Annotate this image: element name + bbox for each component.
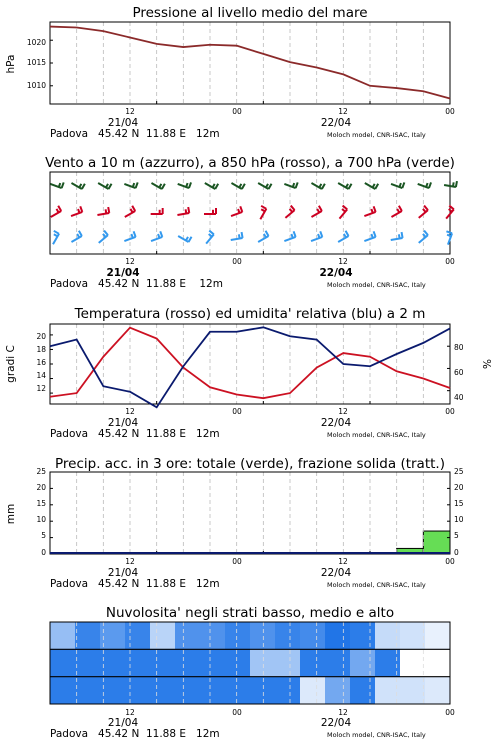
wind-barb-feather — [189, 237, 192, 242]
wind-barb-feather — [160, 231, 162, 237]
temperature-ytick: 20 — [36, 332, 46, 341]
wind-barb-feather — [399, 183, 400, 187]
wind-barb-feather — [186, 183, 187, 187]
wind-barb-feather — [133, 183, 134, 187]
wind-barb-feather — [290, 209, 293, 212]
wind-barb-feather — [239, 234, 240, 238]
wind-barb — [418, 182, 431, 188]
humidity-ylabel: % — [482, 359, 494, 369]
cloud-cell — [100, 622, 126, 649]
cloud-cell — [275, 622, 301, 649]
wind-barb-feather — [82, 184, 85, 189]
date-label: 21/04 — [106, 267, 140, 279]
x-tick-label: 00 — [445, 107, 455, 116]
precip-ytick-left: 10 — [36, 515, 46, 524]
cloud-cell — [75, 622, 101, 649]
date-label: 21/04 — [107, 417, 139, 429]
clouds-panel — [0, 600, 500, 750]
wind-barb-feather — [342, 209, 345, 212]
wind-barb — [205, 183, 218, 189]
location-label: Padova 45.42 N 11.88 E 12m — [50, 128, 220, 140]
wind-title: Vento a 10 m (azzurro), a 850 hPa (rosso), a 700 hPa (verde) — [45, 155, 455, 171]
date-label: 21/04 — [107, 567, 139, 579]
precip-panel — [0, 450, 500, 595]
date-label: 22/04 — [320, 417, 352, 429]
humidity-ytick: 60 — [454, 368, 464, 377]
wind-barb-feather — [77, 234, 79, 238]
wind-barb-feather — [344, 234, 346, 238]
x-tick-label: 12 — [125, 107, 135, 116]
x-tick-label: 12 — [125, 407, 135, 416]
wind-barb-feather — [402, 232, 403, 238]
wind-barb-feather — [423, 209, 426, 212]
cloud-cell — [75, 649, 101, 676]
cloud-cell — [425, 677, 451, 704]
cloud-cell — [400, 622, 426, 649]
temperature-plot — [0, 300, 500, 445]
temperature-ytick: 18 — [36, 345, 46, 354]
wind-barb-feather — [322, 184, 325, 189]
humidity-ytick: 40 — [454, 393, 464, 402]
wind-barb — [231, 183, 244, 189]
x-tick-label: 00 — [445, 557, 455, 566]
wind-barb-feather — [346, 231, 349, 236]
temperature-panel — [0, 300, 500, 445]
plot-frame — [50, 22, 450, 104]
cloud-cell — [425, 622, 451, 649]
plot-frame — [50, 172, 450, 254]
wind-barb-feather — [399, 234, 400, 238]
wind-barb-feather — [54, 234, 58, 236]
precip-ytick-right: 25 — [454, 467, 464, 476]
cloud-cell — [50, 677, 76, 704]
temperature-ytick: 14 — [36, 371, 46, 380]
x-tick-label: 00 — [232, 557, 242, 566]
cloud-cell — [200, 622, 226, 649]
wind-barb-feather — [426, 183, 427, 187]
wind-barb — [50, 182, 63, 188]
wind-barb-feather — [106, 184, 108, 188]
wind-barb — [124, 182, 137, 188]
wind-barb-feather — [240, 206, 242, 212]
cloud-cell — [400, 677, 426, 704]
x-tick-label: 00 — [232, 257, 242, 266]
wind-barb — [51, 206, 61, 217]
wind-barb-feather — [346, 184, 348, 188]
wind-barb-shaft — [97, 213, 109, 215]
wind-barb — [53, 231, 59, 244]
cloud-cell — [150, 649, 176, 676]
wind-barb-feather — [159, 184, 161, 188]
wind-barb-feather — [371, 234, 372, 238]
date-label: 21/04 — [107, 117, 139, 129]
wind-barb-feather — [371, 209, 372, 213]
cloud-cell — [225, 677, 251, 704]
wind-barb-feather — [162, 184, 165, 189]
pressure-ytick: 1010 — [26, 81, 46, 90]
pressure-panel — [0, 0, 500, 145]
wind-barb-feather — [261, 209, 265, 211]
cloud-cell — [300, 622, 326, 649]
precip-ytick-right: 20 — [454, 483, 464, 492]
date-label: 22/04 — [319, 267, 353, 279]
wind-barb-feather — [132, 206, 135, 211]
clouds-title: Nuvolosita' negli strati basso, medio e alto — [105, 605, 395, 621]
precip-bar — [423, 531, 450, 554]
wind-barb — [258, 183, 271, 189]
x-tick-label: 00 — [445, 407, 455, 416]
x-tick-label: 12 — [338, 708, 348, 717]
cloud-cell — [425, 649, 451, 676]
wind-barb-feather — [242, 184, 245, 189]
wind-barb — [98, 183, 111, 189]
wind-barb-feather — [373, 184, 375, 188]
wind-barb-feather — [453, 182, 454, 186]
x-tick-label: 00 — [232, 708, 242, 717]
wind-panel — [0, 150, 500, 295]
x-tick-label: 00 — [445, 257, 455, 266]
wind-barb-feather — [264, 234, 266, 238]
wind-barb-feather — [317, 209, 319, 213]
plot-frame — [50, 324, 450, 404]
cloud-cell — [125, 677, 151, 704]
wind-barb-feather — [186, 237, 188, 241]
wind-barb-feather — [449, 209, 452, 212]
cloud-cell — [175, 677, 201, 704]
temperature-ytick: 16 — [36, 358, 46, 367]
wind-barb-feather — [446, 231, 452, 233]
precip-ytick-right: 5 — [454, 531, 459, 540]
cloud-cell — [150, 677, 176, 704]
precip-ytick-right: 15 — [454, 499, 464, 508]
precip-ytick-right: 0 — [454, 548, 459, 557]
date-label: 22/04 — [320, 717, 352, 729]
precip-ytick-left: 5 — [41, 531, 46, 540]
cloud-cell — [250, 649, 276, 676]
cloud-cell — [325, 622, 351, 649]
wind-barb-feather — [399, 206, 402, 211]
precip-ytick-left: 20 — [36, 483, 46, 492]
cloud-cell — [200, 677, 226, 704]
wind-barb-feather — [320, 231, 322, 237]
x-tick-label: 12 — [125, 557, 135, 566]
wind-barb — [151, 183, 164, 189]
wind-barb-feather — [294, 231, 296, 237]
wind-barb-feather — [242, 232, 243, 238]
wind-barb-feather — [80, 206, 82, 212]
wind-barb-feather — [456, 181, 457, 187]
wind-plot — [0, 150, 500, 295]
cloud-cell — [300, 677, 326, 704]
wind-barb-shaft — [231, 238, 243, 240]
wind-barb-shaft — [391, 238, 403, 240]
plot-frame — [50, 472, 450, 554]
x-tick-label: 12 — [338, 407, 348, 416]
cloud-cell — [150, 622, 176, 649]
wind-barb-feather — [106, 209, 107, 213]
model-label: Moloch model, CNR-ISAC, Italy — [327, 581, 426, 589]
cloud-cell — [50, 622, 76, 649]
model-label: Moloch model, CNR-ISAC, Italy — [327, 131, 426, 139]
x-tick-label: 00 — [232, 407, 242, 416]
date-label: 21/04 — [107, 717, 139, 729]
wind-barb-feather — [78, 209, 79, 213]
pressure-title: Pressione al livello medio del mare — [132, 5, 368, 21]
wind-barb-feather — [397, 209, 399, 213]
wind-barb-feather — [79, 231, 82, 236]
wind-barb — [284, 182, 297, 188]
precip-ytick-left: 0 — [41, 548, 46, 557]
wind-barb — [178, 236, 191, 242]
cloud-cell — [275, 677, 301, 704]
wind-barb-shaft — [177, 213, 189, 215]
x-tick-label: 00 — [445, 708, 455, 717]
wind-barb — [444, 181, 457, 187]
wind-barb-feather — [374, 231, 376, 237]
wind-barb-feather — [79, 184, 81, 188]
x-tick-label: 00 — [232, 107, 242, 116]
wind-barb-feather — [188, 207, 189, 213]
wind-barb-feather — [215, 184, 218, 189]
cloud-cell — [175, 622, 201, 649]
x-tick-label: 12 — [338, 107, 348, 116]
cloud-cell — [400, 649, 426, 676]
cloud-cell — [250, 677, 276, 704]
wind-barb-feather — [62, 182, 64, 188]
wind-barb-feather — [59, 183, 60, 187]
wind-barb-feather — [186, 209, 187, 213]
cloud-cell — [350, 622, 376, 649]
cloud-cell — [175, 649, 201, 676]
wind-barb-feather — [318, 234, 319, 238]
wind-barb-feather — [158, 234, 159, 238]
wind-barb — [446, 231, 452, 244]
wind-barb-feather — [402, 182, 404, 188]
cloud-cell — [250, 622, 276, 649]
pressure-ytick: 1015 — [26, 58, 46, 67]
precip-title: Precip. acc. in 3 ore: totale (verde), frazione solida (tratt.) — [55, 456, 445, 472]
cloud-cell — [125, 622, 151, 649]
wind-barb-feather — [261, 206, 266, 209]
pressure-ytick: 1020 — [26, 38, 46, 47]
wind-barb-feather — [374, 206, 376, 212]
cloud-cell — [350, 649, 376, 676]
humidity-ytick: 80 — [454, 343, 464, 352]
wind-barb-feather — [293, 183, 294, 187]
cloud-cell — [125, 649, 151, 676]
cloud-cell — [325, 649, 351, 676]
wind-barb-feather — [296, 182, 298, 188]
wind-barb — [338, 183, 351, 189]
wind-barb — [391, 182, 404, 188]
precip-plot — [0, 450, 500, 595]
pressure-plot — [0, 0, 500, 145]
cloud-cell — [100, 649, 126, 676]
wind-barb — [365, 183, 378, 189]
wind-barb — [71, 183, 84, 189]
wind-barb-feather — [109, 184, 112, 189]
wind-barb-feather — [54, 231, 59, 234]
temperature-ylabel: gradi C — [5, 345, 17, 383]
wind-barb-feather — [130, 209, 132, 213]
x-tick-label: 12 — [125, 708, 135, 717]
pressure-ylabel: hPa — [5, 54, 17, 74]
wind-barb-feather — [58, 206, 61, 211]
wind-barb-feather — [238, 209, 239, 213]
cloud-cell — [200, 649, 226, 676]
wind-barb-feather — [266, 184, 268, 188]
wind-barb-feather — [213, 184, 215, 188]
x-tick-label: 12 — [338, 257, 348, 266]
wind-barb-shaft — [51, 211, 61, 217]
cloud-cell — [275, 649, 301, 676]
location-label: Padova 45.42 N 11.88 E 12m — [50, 278, 223, 290]
date-label: 22/04 — [320, 567, 352, 579]
precip-ytick-left: 15 — [36, 499, 46, 508]
cloud-cell — [100, 677, 126, 704]
precip-ytick-left: 25 — [36, 467, 46, 476]
wind-barb-feather — [134, 231, 136, 237]
x-tick-label: 12 — [125, 257, 135, 266]
location-label: Padova 45.42 N 11.88 E 12m — [50, 728, 220, 740]
wind-barb-feather — [319, 206, 322, 211]
wind-barb-feather — [269, 184, 272, 189]
temperature-title: Temperatura (rosso) ed umidita' relativa (blu) a 2 m — [74, 306, 426, 322]
cloud-cell — [300, 649, 326, 676]
date-label: 22/04 — [320, 117, 352, 129]
wind-barb-feather — [429, 182, 431, 188]
cloud-cell — [225, 649, 251, 676]
model-label: Moloch model, CNR-ISAC, Italy — [327, 281, 426, 289]
wind-barb-feather — [266, 231, 269, 236]
wind-barb — [178, 182, 191, 188]
model-label: Moloch model, CNR-ISAC, Italy — [327, 731, 426, 739]
wind-barb-feather — [136, 182, 138, 188]
temperature-ytick: 12 — [36, 384, 46, 393]
precip-ylabel: mm — [5, 503, 17, 525]
cloud-cell — [75, 677, 101, 704]
wind-barb-feather — [239, 184, 241, 188]
wind-barb-feather — [447, 235, 451, 236]
wind-barb-feather — [291, 234, 292, 238]
cloud-cell — [325, 677, 351, 704]
wind-barb-feather — [131, 234, 132, 238]
wind-barb-feather — [349, 184, 352, 189]
wind-barb-feather — [189, 182, 191, 188]
cloud-cell — [50, 649, 76, 676]
wind-barb — [311, 183, 324, 189]
location-label: Padova 45.42 N 11.88 E 12m — [50, 578, 220, 590]
wind-barb-feather — [209, 234, 212, 237]
wind-barb-feather — [108, 207, 109, 213]
cloud-cell — [350, 677, 376, 704]
cloud-cell — [225, 622, 251, 649]
pressure-line — [50, 27, 450, 99]
location-label: Padova 45.42 N 11.88 E 12m — [50, 428, 220, 440]
x-tick-label: 12 — [338, 557, 348, 566]
wind-barb-feather — [56, 209, 58, 213]
wind-barb-feather — [319, 184, 321, 188]
model-label: Moloch model, CNR-ISAC, Italy — [327, 431, 426, 439]
wind-barb-feather — [375, 184, 378, 189]
precip-ytick-right: 10 — [454, 515, 464, 524]
